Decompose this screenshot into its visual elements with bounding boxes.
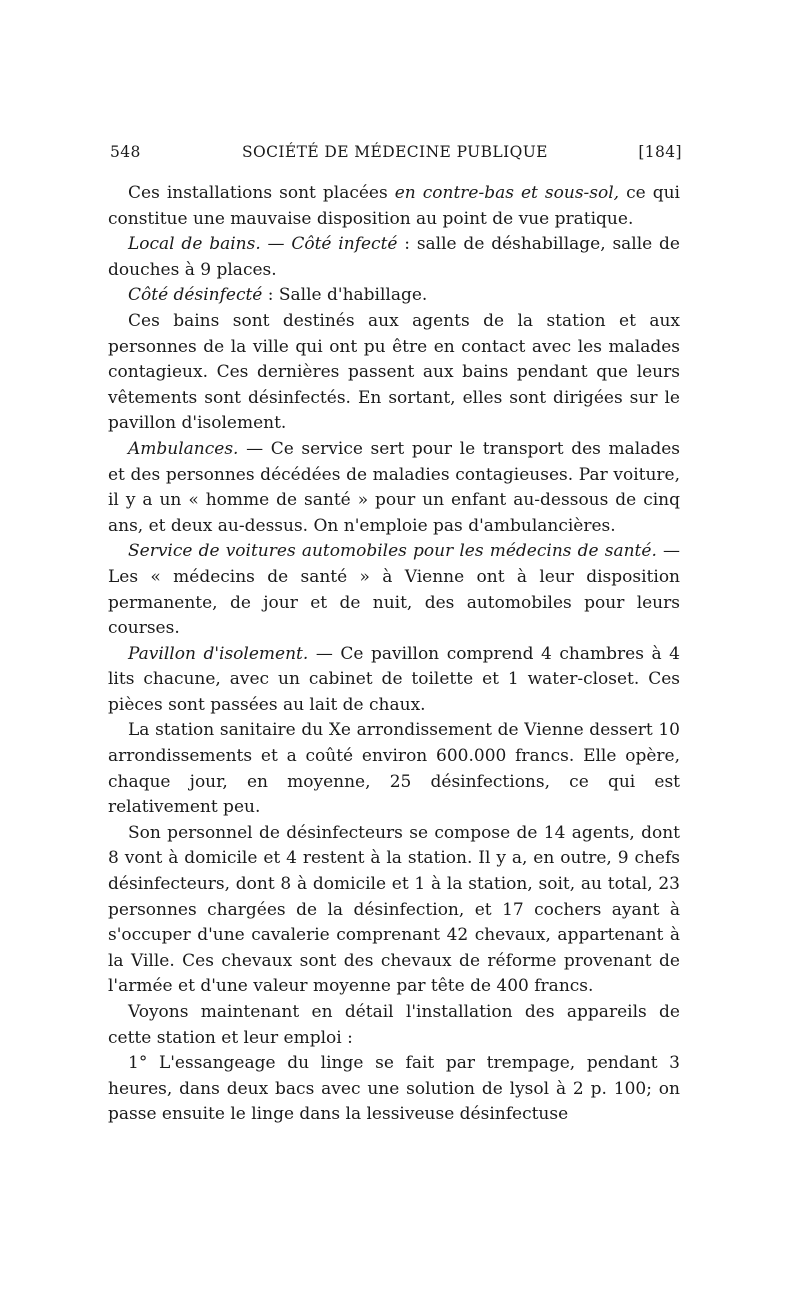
paragraph: Ces installations sont placées en contre-bas et sous-sol, ce qui constitue une mauvaise disposition au point de vue pratique.	[108, 183, 680, 229]
section-heading: Pavillon d'isolement.	[128, 643, 309, 664]
paragraph: Son personnel de désinfecteurs se compose de 14 agents, dont 8 vont à domicile et 4 restent à la station. Il y a, en outre, 9 chefs désinfecteurs, dont 8 à domicile et 1 à la station, soit, au total, 23 personnes chargées de la désinfection, et 17 cochers ayant à s'occuper d'une cavalerie comprenant 42 chevaux, appartenant à la Ville. Ces chevaux sont des chevaux de réforme provenant de l'armée et d'une valeur moyenne par tête de 400 francs.	[108, 822, 680, 997]
paragraph: Ambulances. — Ce service sert pour le transport des malades et des personnes décédées de maladies contagieuses. Par voiture, il y a un « homme de santé » pour un enfant au-dessous de cinq ans, et deux au-dessus. On n'emploie pas d'ambulancières.	[108, 438, 680, 536]
section-heading: Local de bains. — Côté infecté	[128, 234, 398, 255]
paragraph: Service de voitures automobiles pour les médecins de santé. — Les « médecins de santé » à Vienne ont à leur disposition permanente, de jour et de nuit, des automobiles pour leurs courses.	[108, 541, 681, 639]
italic-phrase: en contre-bas et sous-sol,	[394, 183, 620, 203]
paragraph: Côté désinfecté : Salle d'habillage.	[128, 285, 428, 306]
paragraph: 1° L'essangeage du linge se fait par trempage, pendant 3 heures, dans deux bacs avec une solution de lysol à 2 p. 100; on passe ensuite le linge dans la lessiveuse désinfectuse	[108, 1053, 680, 1125]
page-header	[110, 143, 682, 169]
body-text	[108, 181, 680, 1128]
paragraph: Voyons maintenant en détail l'installation des appareils de cette station et leur emploi :	[108, 1002, 680, 1048]
paragraph: Local de bains. — Côté infecté : salle de déshabillage, salle de douches à 9 places.	[108, 234, 680, 280]
section-heading: Côté désinfecté	[128, 285, 263, 306]
paragraph: Pavillon d'isolement. — Ce pavillon comprend 4 chambres à 4 lits chacune, avec un cabinet de toilette et 1 water-closet. Ces pièces sont passées au lait de chaux.	[108, 643, 680, 715]
paragraph: La station sanitaire du Xe arrondissement de Vienne dessert 10 arrondissements et a coûté environ 600.000 francs. Elle opère, chaque jour, en moyenne, 25 désinfections, ce qui est relativement peu.	[108, 720, 680, 818]
section-heading: Service de voitures automobiles pour les médecins de santé.	[128, 541, 657, 562]
running-title: SOCIÉTÉ DE MÉDECINE PUBLIQUE	[242, 143, 548, 161]
section-heading: Ambulances.	[128, 438, 239, 459]
reference-number: [184]	[638, 143, 682, 161]
page-number: 548	[110, 143, 141, 161]
paragraph: Ces bains sont destinés aux agents de la station et aux personnes de la ville qui ont pu être en contact avec les malades contagieux. Ces dernières passent aux bains pendant que leurs vêtements sont désinfectés. En sortant, elles sont dirigées sur le pavillon d'isolement.	[108, 310, 680, 434]
